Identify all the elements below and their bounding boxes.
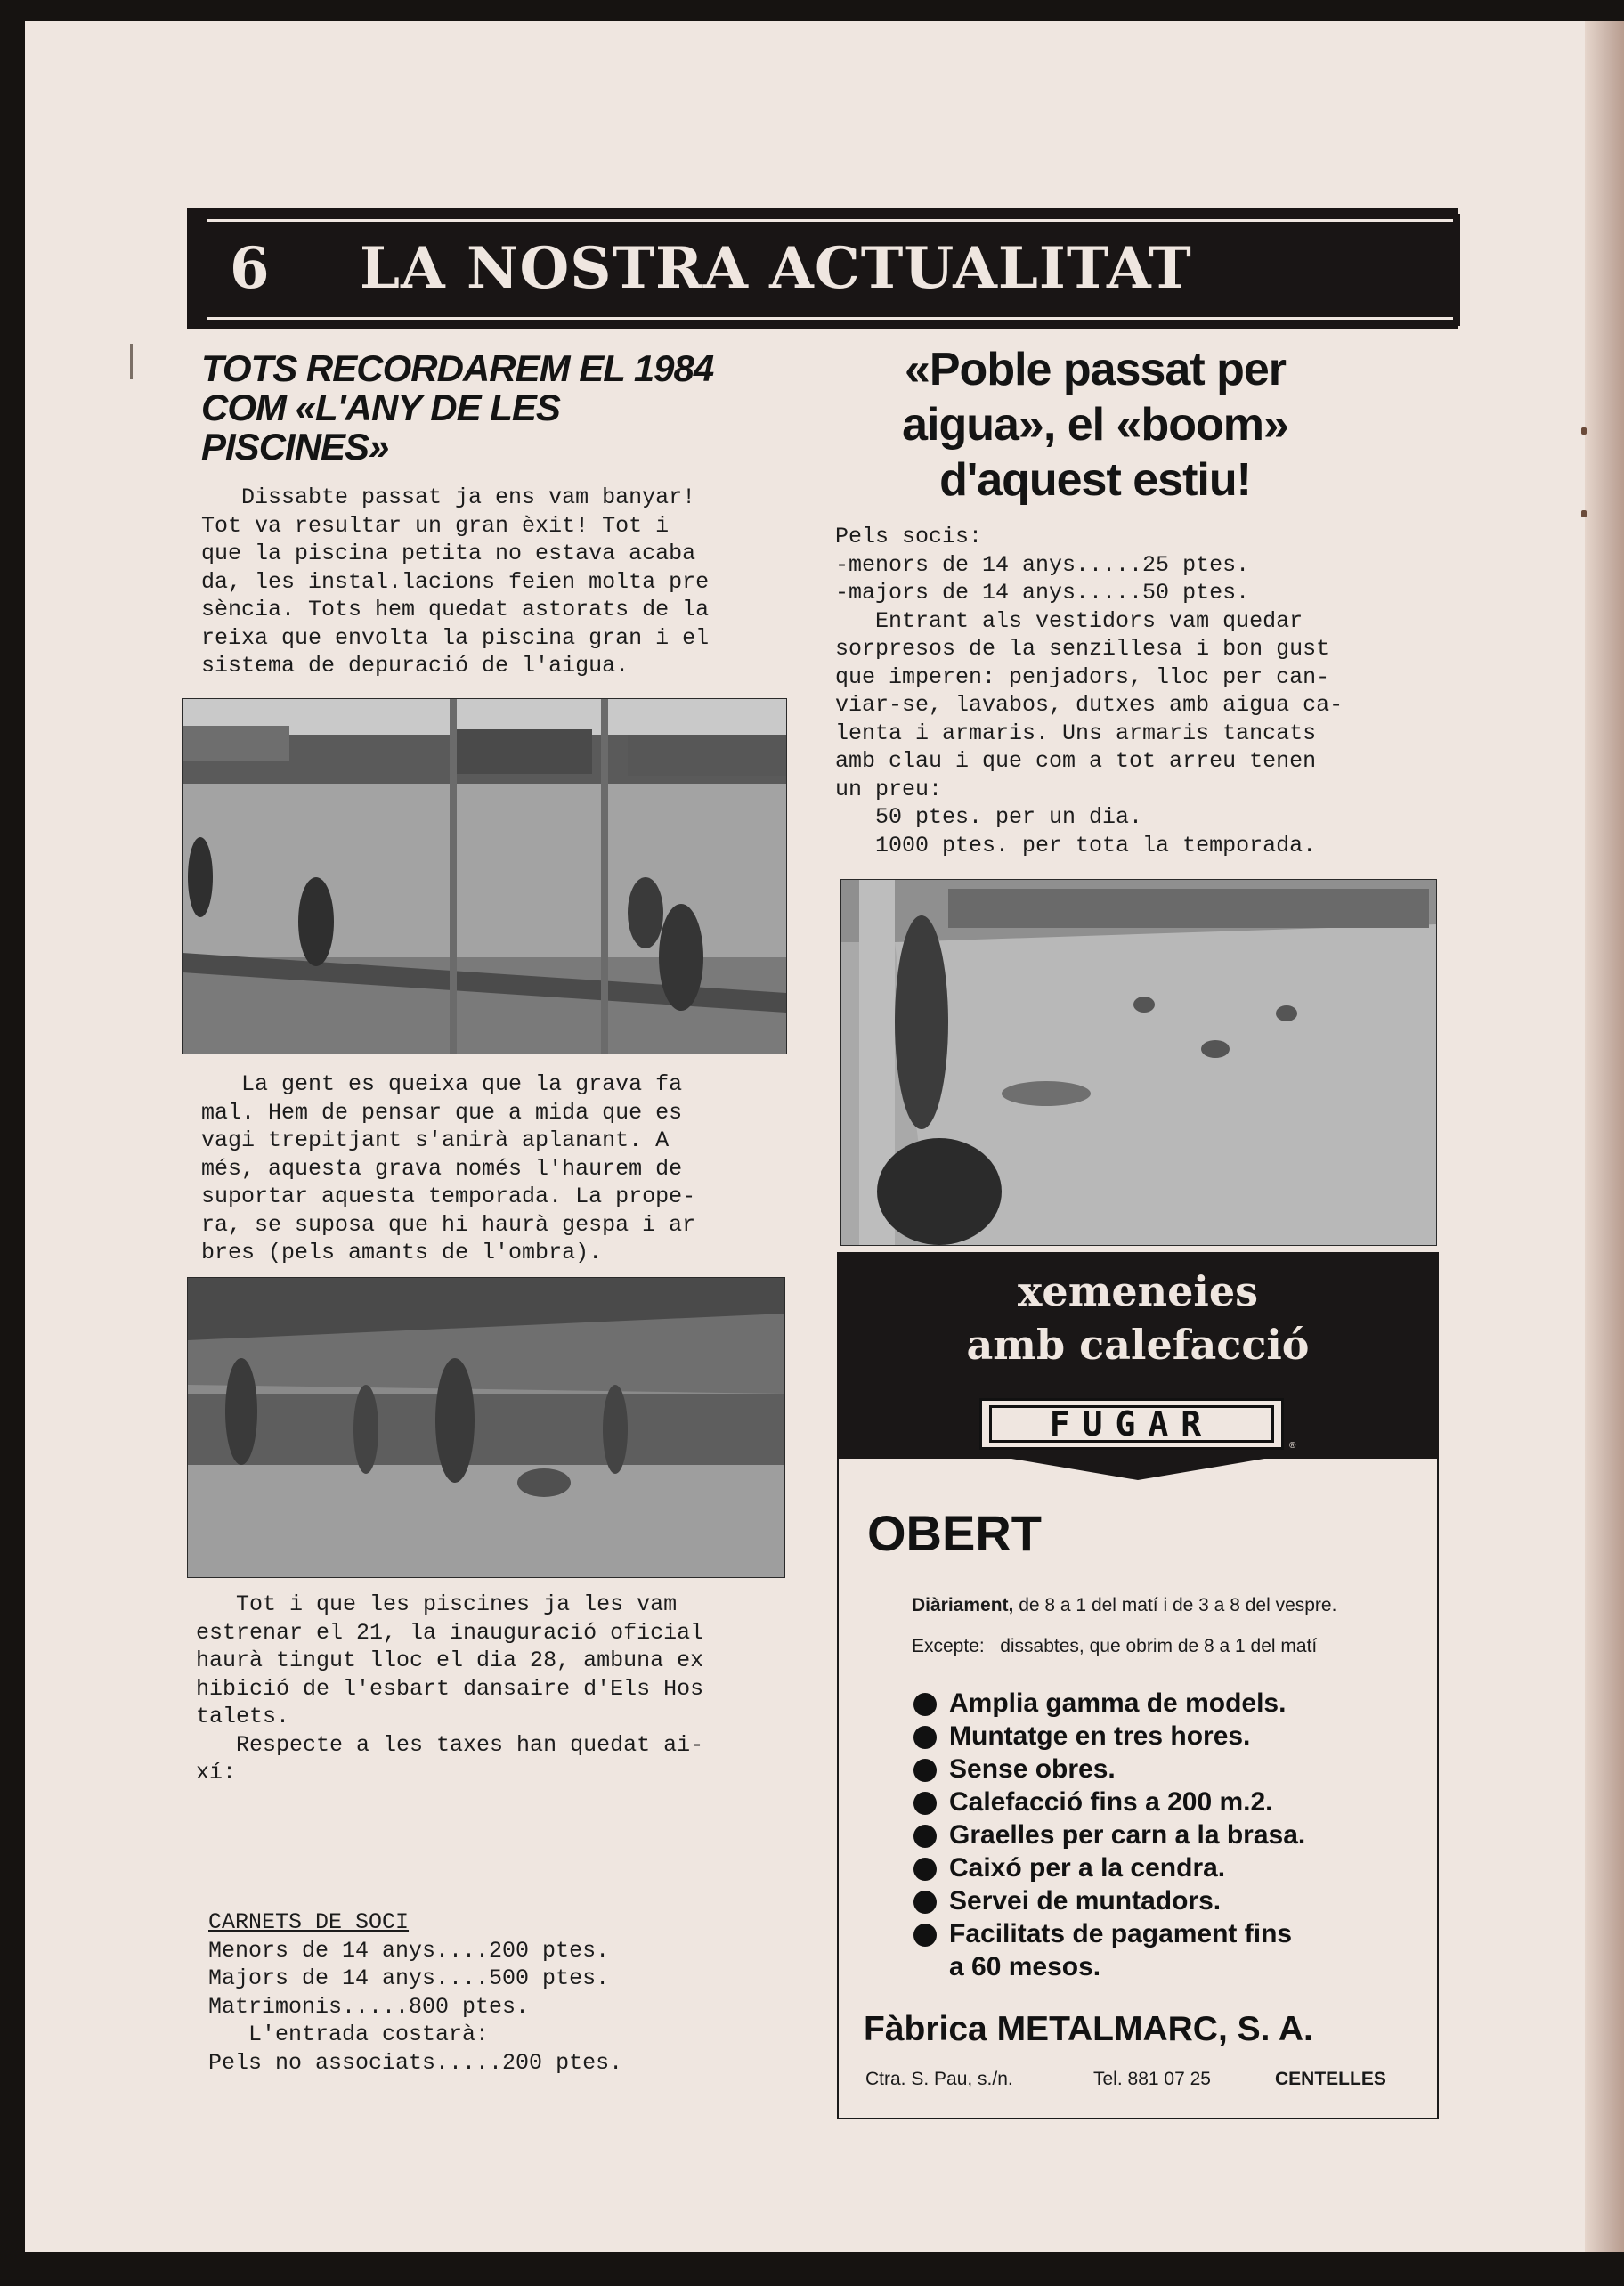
feature-text: Facilitats de pagament fins a 60 mesos. xyxy=(949,1919,1293,1981)
title-line: d'aquest estiu! xyxy=(939,454,1251,506)
fugar-logo xyxy=(979,1398,1284,1450)
binding-staple xyxy=(1581,427,1587,435)
title-line: COM «L'ANY DE LES xyxy=(201,386,560,428)
ad-address: Ctra. S. Pau, s./n. xyxy=(865,2069,1013,2089)
bullet-icon xyxy=(914,1858,937,1881)
feature-text: Calefacció fins a 200 m.2. xyxy=(949,1787,1273,1817)
hours-except: Excepte: dissabtes, que obrim de 8 a 1 del matí xyxy=(912,1636,1318,1656)
hours-daily-label: Diàriament, xyxy=(912,1595,1014,1615)
fugar-logo-text: FUGAR xyxy=(989,1405,1274,1443)
ad-opening-hours xyxy=(912,1585,1336,1667)
bullet-icon xyxy=(914,1891,937,1914)
feature-item xyxy=(914,1720,1305,1753)
feature-text: Graelles per carn a la brasa. xyxy=(949,1820,1306,1850)
ad-headline: amb calefacció xyxy=(966,1321,1310,1369)
photo-pool-lawn xyxy=(187,1277,785,1578)
feature-text: Amplia gamma de models. xyxy=(949,1688,1287,1718)
page-edge xyxy=(1585,21,1624,2252)
left-article-paragraph: La gent es queixa que la grava fa mal. Hem de pensar que a mida que es vagi trepitjant s'anirà aplanant. A més, aquesta grava només l'haurem de suportar aquesta temporada. La prope- ra, se suposa que hi haurà gespa i ar bres (pels amants de l'ombra). xyxy=(201,1071,696,1265)
right-article-title xyxy=(828,342,1362,508)
feature-item xyxy=(914,1753,1305,1786)
feature-item xyxy=(914,1917,1305,1983)
page-number: 6 xyxy=(230,235,270,302)
left-article-title xyxy=(201,349,807,467)
bullet-icon xyxy=(914,1693,937,1716)
binding-staple xyxy=(1581,510,1587,517)
feature-item xyxy=(914,1851,1305,1884)
feature-text: Servei de muntadors. xyxy=(949,1886,1222,1916)
ad-feature-list xyxy=(914,1687,1305,1983)
bullet-icon xyxy=(914,1924,937,1947)
membership-fee-lines: Menors de 14 anys....200 ptes. Majors de 14 anys....500 ptes. Matrimonis.....800 ptes. L'entrada costarà: Pels no associats.....200 ptes. xyxy=(208,1937,623,2076)
photo-pool-children xyxy=(182,698,787,1054)
feature-item xyxy=(914,1687,1305,1720)
header-rule xyxy=(207,219,1453,222)
registered-mark-icon: ® xyxy=(1289,1441,1296,1451)
title-line: TOTS RECORDAREM EL 1984 xyxy=(201,347,714,389)
feature-text: Sense obres. xyxy=(949,1754,1116,1784)
section-title: LA NOSTRA ACTUALITAT xyxy=(360,235,1192,302)
ad-phone: Tel. 881 07 25 xyxy=(1093,2069,1211,2089)
membership-fees xyxy=(208,1908,622,2077)
ad-company-name: Fàbrica METALMARC, S. A. xyxy=(864,2010,1313,2048)
carnets-heading: CARNETS DE SOCI xyxy=(208,1909,410,1935)
bullet-icon xyxy=(914,1792,937,1815)
hours-daily: de 8 a 1 del matí i de 3 a 8 del vespre. xyxy=(1013,1595,1337,1615)
feature-item xyxy=(914,1884,1305,1917)
bullet-icon xyxy=(914,1825,937,1848)
photo-pool-swimmers xyxy=(840,879,1437,1246)
title-line: PISCINES» xyxy=(201,426,389,468)
feature-text: Caixó per a la cendra. xyxy=(949,1853,1226,1883)
title-line: aigua», el «boom» xyxy=(902,399,1288,451)
fugar-advertisement xyxy=(837,1252,1439,2119)
feature-item xyxy=(914,1786,1305,1818)
feature-item xyxy=(914,1818,1305,1851)
left-article-paragraph: Dissabte passat ja ens vam banyar! Tot va resultar un gran èxit! Tot i que la piscina petita no estava acaba da, les instal.lacions feien molta pre sència. Tots hem quedat astorats de la reixa que envolta la piscina gran i el sistema de depuració de l'aigua. xyxy=(201,484,710,679)
bullet-icon xyxy=(914,1726,937,1749)
ad-headline: xemeneies xyxy=(1018,1267,1258,1315)
left-article-paragraph: Tot i que les piscines ja les vam estrenar el 21, la inauguració oficial haurà tingut lloc el dia 28, ambuna ex hibició de l'esbart dansaire d'Els Hos talets. Respecte a les taxes han quedat ai- xí: xyxy=(196,1591,704,1786)
margin-mark xyxy=(130,344,133,379)
right-article-paragraph: Pels socis: -menors de 14 anys.....25 ptes. -majors de 14 anys.....50 ptes. Entrant als vestidors vam quedar sorpresos de la senzillesa i bon gust que imperen: penjadors, lloc per can- viar-se, lavabos, dutxes amb aigua ca- lenta i armaris. Uns armaris tancats amb clau i que com a tot arreu tenen un preu: 50 ptes. per un dia. 1000 ptes. per tota la temporada. xyxy=(835,524,1344,858)
bullet-icon xyxy=(914,1759,937,1782)
title-line: «Poble passat per xyxy=(904,344,1287,395)
ad-open-label: OBERT xyxy=(867,1505,1042,1561)
header-rule xyxy=(207,317,1453,320)
ad-city: CENTELLES xyxy=(1275,2069,1386,2089)
feature-text: Muntatge en tres hores. xyxy=(949,1721,1251,1751)
